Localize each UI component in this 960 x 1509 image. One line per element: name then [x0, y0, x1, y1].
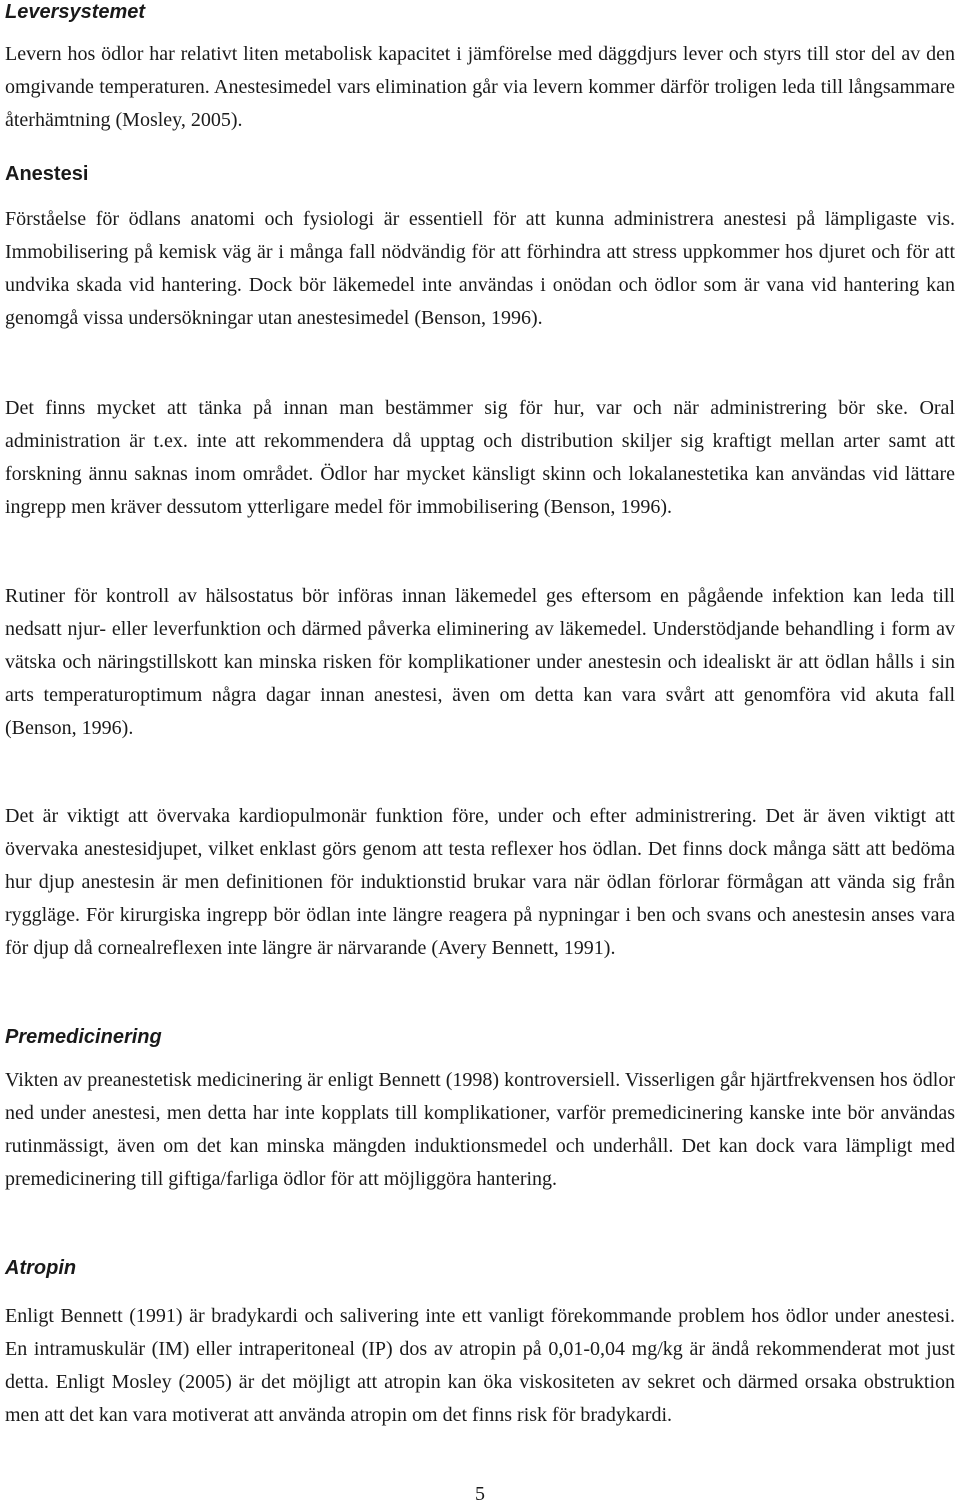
- paragraph-anestesi-3: Rutiner för kontroll av hälsostatus bör införas innan läkemedel ges eftersom en pågående infektion kan leda till nedsatt njur- eller leverfunktion och därmed påverka eliminering av läkemedel. Understödjande behandling i form av vätska och näringstillskott kan minska risken för komplikationer under anestesin och idealiskt är att ödlan hålls i sin arts temperaturoptimum några dagar innan anestesi, även om detta kan vara svårt att genomföra vid akuta fall (Benson, 1996).: [5, 585, 955, 739]
- heading-anestesi: Anestesi: [5, 163, 89, 185]
- heading-premedicinering: Premedicinering: [5, 1026, 162, 1048]
- paragraph-anestesi-4: Det är viktigt att övervaka kardiopulmonär funktion före, under och efter administrering. Det är även viktigt att övervaka anestesidjupet, vilket enklast görs genom att testa reflexer hos ödlan. Det finns dock många sätt att bedöma hur djup anestesin är men definitionen för induktionstid brukar vara när ödlan förlorar förmågan att vända sig från ryggläge. För kirurgiska ingrepp bör ödlan inte längre reagera på nypningar i ben och svans och anestesin anses vara för djup då cornealreflexen inte längre är närvarande (Avery Bennett, 1991).: [5, 805, 955, 959]
- paragraph-premedicinering: Vikten av preanestetisk medicinering är enligt Bennett (1998) kontroversiell. Visserligen går hjärtfrekvensen hos ödlor ned under anestesi, men detta har inte kopplats till komplikationer, varför premedicinering kanske inte bör användas rutinmässigt, även om det kan minska mängden induktionsmedel och underhåll. Det kan dock vara lämpligt med premedicinering till giftiga/farliga ödlor för att möjliggöra hantering.: [5, 1069, 955, 1190]
- paragraph-atropin: Enligt Bennett (1991) är bradykardi och salivering inte ett vanligt förekommande problem hos ödlor under anestesi. En intramuskulär (IM) eller intraperitoneal (IP) dos av atropin på 0,01-0,04 mg/kg är ändå rekommenderat mot just detta. Enligt Mosley (2005) är det möjligt att atropin kan öka viskositeten av sekret och därmed orsaka obstruktion men att det kan vara motiverat att använda atropin om det finns risk för bradykardi.: [5, 1305, 955, 1426]
- paragraph-anestesi-2: Det finns mycket att tänka på innan man bestämmer sig för hur, var och när administrering bör ske. Oral administration är t.ex. inte att rekommendera då upptag och distribution skiljer sig kraftigt mellan arter samt att forskning ännu saknas inom området. Ödlor har mycket känsligt skinn och lokalanestetika kan användas vid lättare ingrepp men kräver dessutom ytterligare medel för immobilisering (Benson, 1996).: [5, 397, 955, 518]
- heading-atropin: Atropin: [5, 1257, 77, 1279]
- paragraph-anestesi-1: Förståelse för ödlans anatomi och fysiologi är essentiell för att kunna administrera anestesi på lämpligaste vis. Immobilisering på kemisk väg är i många fall nödvändig för att förhindra att stress uppkommer hos djuret och för att undvika skada vid hantering. Dock bör läkemedel inte användas i onödan och ödlor som är vana vid hantering kan genomgå vissa undersökningar utan anestesimedel (Benson, 1996).: [5, 208, 955, 329]
- heading-leversystemet: Leversystemet: [5, 1, 146, 23]
- page-number: 5: [475, 1483, 485, 1505]
- paragraph-leversystemet: Levern hos ödlor har relativt liten metabolisk kapacitet i jämförelse med däggdjurs lever och styrs till stor del av den omgivande temperaturen. Anestesimedel vars elimination går via levern kommer därför troligen leda till långsammare återhämtning (Mosley, 2005).: [5, 43, 955, 131]
